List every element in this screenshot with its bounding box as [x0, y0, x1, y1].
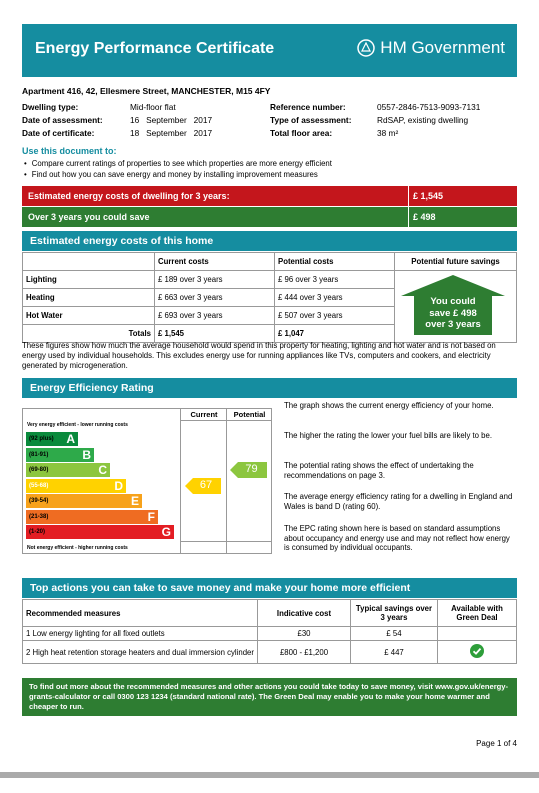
green-deal-empty	[438, 627, 517, 641]
costs-header-current: Current costs	[155, 253, 275, 271]
footer-divider	[0, 772, 539, 778]
measure-name: 2 High heat retention storage heaters and dual immersion cylinder	[23, 641, 258, 664]
rating-band-e	[26, 494, 142, 508]
current-header: Current	[190, 410, 218, 419]
cost-potential: £ 444 over 3 years	[275, 289, 395, 307]
top-note: Very energy efficient - lower running costs	[27, 422, 128, 428]
actions-section-header: Top actions you can take to save money and make your home more efficient	[22, 578, 517, 598]
measure-cost: £30	[258, 627, 351, 641]
hm-government-logo	[356, 38, 505, 58]
table-row	[23, 641, 517, 664]
band-range: (21-38)	[29, 513, 49, 520]
savings-arrow-cell	[395, 271, 517, 343]
certificate-title: Energy Performance Certificate	[35, 40, 275, 57]
actions-header-savings: Typical savings over 3 years	[351, 600, 438, 627]
band-range: (39-54)	[29, 498, 49, 504]
totals-label: Totals	[23, 325, 155, 343]
crest-icon	[356, 38, 376, 58]
costs-table	[22, 252, 517, 343]
band-letter: G	[161, 525, 171, 539]
totals-current: £ 1,545	[155, 325, 275, 343]
cost-potential: £ 96 over 3 years	[275, 271, 395, 289]
bottom-note: Not energy efficient - higher running costs	[27, 545, 128, 551]
floor-area-label: Total floor area:	[270, 128, 333, 138]
property-address: Apartment 416, 42, Ellesmere Street, MANCHESTER, M15 4FY	[22, 86, 271, 96]
rating-band-g	[26, 525, 174, 539]
cost-current: £ 663 over 3 years	[155, 289, 275, 307]
assessment-date: 16 September 2017	[130, 115, 213, 125]
dwelling-type: Mid-floor flat	[130, 102, 176, 112]
dwelling-type-label: Dwelling type:	[22, 102, 79, 112]
rating-paragraph: The EPC rating shown here is based on standard assumptions about occupancy and energy use and may not reflect how energy is consumed by individual occupants.	[284, 524, 510, 553]
estimated-costs-bar	[22, 186, 517, 206]
assessment-date-label: Date of assessment:	[22, 115, 103, 125]
band-letter: D	[114, 478, 123, 493]
rating-band-a	[26, 432, 78, 446]
costs-section-header: Estimated energy costs of this home	[22, 231, 517, 251]
arrow-text-line: You could	[430, 296, 476, 307]
rating-paragraph: The potential rating shows the effect of undertaking the recommendations on page 3.	[284, 461, 474, 480]
further-info-box: To find out more about the recommended measures and other actions you could take today to save money, visit www.gov.uk/energy-grants-calculator or call 0300 123 1234 (standard national rate). The Green Deal may enable you to make your home warmer and cheaper to run.	[22, 678, 517, 716]
current-rating-marker: 67	[185, 478, 221, 494]
page-number: Page 1 of 4	[476, 739, 517, 748]
reference-label: Reference number:	[270, 102, 346, 112]
savings-label: Over 3 years you could save	[28, 212, 150, 222]
rating-paragraph: The graph shows the current energy efficiency of your home.	[284, 401, 494, 410]
measure-name: 1 Low energy lighting for all fixed outlets	[23, 627, 258, 641]
actions-header-green-deal: Available with Green Deal	[438, 600, 517, 627]
floor-area: 38 m²	[377, 128, 399, 138]
cost-name: Heating	[23, 289, 155, 307]
costs-header-blank	[23, 253, 155, 271]
rating-band-d	[26, 479, 126, 493]
assessment-type: RdSAP, existing dwelling	[377, 115, 469, 125]
rating-paragraph: The average energy efficiency rating for a dwelling in England and Wales is band D (rating 60).	[284, 492, 513, 511]
rating-band-c	[26, 463, 110, 477]
potential-rating-marker: 79	[230, 462, 267, 478]
potential-header: Potential	[233, 410, 266, 419]
band-letter: A	[66, 432, 75, 446]
savings-bar	[22, 207, 517, 227]
rating-band-b	[26, 448, 94, 462]
costs-note: These figures show how much the average household would spend in this property for heating, lighting and hot water and is not based on energy used by individual households. This excludes energy use for running appliances like TVs, computers and cookers, and electricity generated by microgeneration.	[22, 341, 496, 370]
certificate-date-label: Date of certificate:	[22, 128, 95, 138]
gov-label: HM Government	[380, 38, 505, 57]
costs-header-savings: Potential future savings	[395, 253, 517, 271]
rating-band-f	[26, 510, 158, 524]
use-bullet: • Compare current ratings of properties to see which properties are more energy efficient	[24, 159, 332, 168]
cost-potential: £ 507 over 3 years	[275, 307, 395, 325]
green-deal-check	[438, 641, 517, 664]
cost-name: Lighting	[23, 271, 155, 289]
checkmark-icon	[469, 643, 485, 659]
table-row	[23, 627, 517, 641]
actions-header-cost: Indicative cost	[258, 600, 351, 627]
rating-paragraph: The higher the rating the lower your fuel bills are likely to be.	[284, 431, 493, 440]
band-range: (69-80)	[29, 467, 49, 473]
reference-number: 0557-2846-7513-9093-7131	[377, 102, 481, 112]
band-range: (92 plus)	[29, 436, 54, 442]
cost-name: Hot Water	[23, 307, 155, 325]
certificate-header	[22, 24, 517, 77]
arrow-text-line: over 3 years	[425, 319, 481, 330]
measure-savings: £ 447	[351, 641, 438, 664]
measure-savings: £ 54	[351, 627, 438, 641]
estimated-costs-value: £ 1,545	[408, 186, 517, 206]
band-range: (81-91)	[29, 451, 49, 458]
band-letter: B	[82, 447, 91, 462]
band-letter: E	[130, 494, 139, 508]
arrow-text-line: save £ 498	[429, 307, 477, 319]
band-range: (1-20)	[29, 529, 46, 535]
band-letter: F	[147, 509, 155, 524]
certificate-date: 18 September 2017	[130, 128, 213, 138]
cost-current: £ 693 over 3 years	[155, 307, 275, 325]
totals-potential: £ 1,047	[275, 325, 395, 343]
band-letter: C	[98, 463, 107, 477]
use-document-title: Use this document to:	[22, 146, 117, 156]
band-range: (55-68)	[29, 482, 49, 489]
measure-cost: £800 - £1,200	[258, 641, 351, 664]
savings-value: £ 498	[408, 207, 517, 227]
costs-header-potential: Potential costs	[275, 253, 395, 271]
actions-header-measures: Recommended measures	[23, 600, 258, 627]
rating-chart	[22, 408, 272, 554]
estimated-costs-label: Estimated energy costs of dwelling for 3 years:	[28, 191, 230, 201]
rating-section-header: Energy Efficiency Rating	[22, 378, 517, 398]
actions-table	[22, 599, 517, 664]
table-row	[23, 271, 517, 289]
use-bullet: • Find out how you can save energy and money by installing improvement measures	[24, 170, 318, 179]
cost-current: £ 189 over 3 years	[155, 271, 275, 289]
assessment-type-label: Type of assessment:	[270, 115, 352, 125]
